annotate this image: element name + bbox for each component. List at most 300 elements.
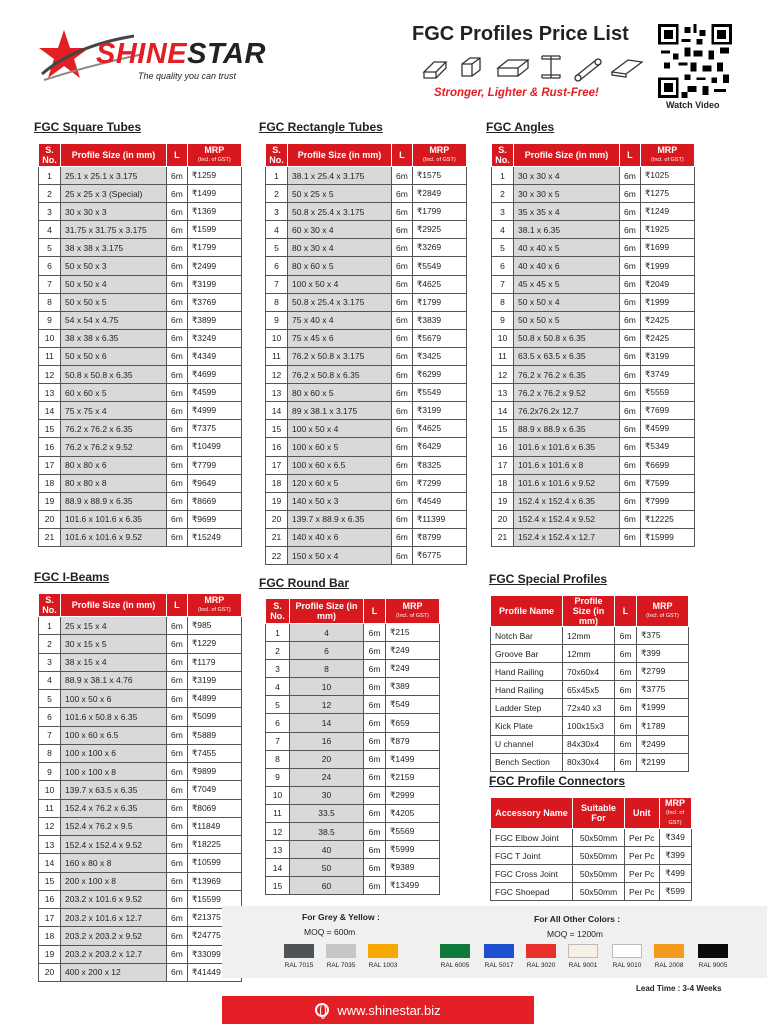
table-cell: ₹1799: [412, 293, 466, 311]
table-cell: Ladder Step: [491, 699, 563, 717]
column-header: L: [167, 144, 188, 167]
table-cell: 9: [39, 311, 61, 329]
table-cell: Bench Section: [491, 753, 563, 771]
table-row: [491, 753, 689, 771]
other-colors-moq: MOQ = 1200m: [547, 929, 603, 939]
table-row: [266, 528, 467, 546]
table-cell: ₹7049: [187, 781, 241, 799]
column-header: Profile Size (in mm): [288, 144, 392, 167]
table-cell: 6m: [167, 781, 188, 799]
table-header-row: [491, 798, 692, 829]
round-bar-icon: [575, 59, 601, 81]
table-cell: 5: [492, 239, 514, 257]
table-cell: 15: [492, 420, 514, 438]
table-row: [491, 645, 689, 663]
table-cell: 6m: [167, 311, 188, 329]
table-cell: 7: [39, 275, 61, 293]
table-cell: 6m: [392, 546, 413, 564]
footer-bar[interactable]: [222, 996, 534, 1024]
table-cell: ₹3839: [412, 311, 466, 329]
table-row: [266, 384, 467, 402]
table-cell: 21: [266, 528, 288, 546]
table-cell: 12: [266, 366, 288, 384]
table-header-row: [266, 144, 467, 167]
table-cell: 6m: [392, 167, 413, 185]
table-cell: 6m: [364, 696, 386, 714]
table-cell: 6m: [364, 786, 386, 804]
table-cell: 6m: [167, 492, 188, 510]
table-row: [266, 546, 467, 564]
table-cell: 11: [266, 347, 288, 365]
column-header: Profile Size (in mm): [61, 594, 167, 617]
table-cell: 6m: [620, 528, 641, 546]
table-row: [266, 257, 467, 275]
table-row: [266, 167, 467, 185]
table-cell: 18: [39, 474, 61, 492]
table-cell: ₹6429: [412, 438, 466, 456]
table-cell: 10: [492, 329, 514, 347]
table-cell: 6m: [620, 167, 641, 185]
table-row: [492, 185, 695, 203]
table-cell: 6m: [167, 744, 188, 762]
table-cell: 3: [39, 203, 61, 221]
table-row: [39, 909, 242, 927]
table-cell: 50: [290, 859, 364, 877]
table-cell: Per Pc: [625, 883, 660, 901]
table-cell: 25.1 x 25.1 x 3.175: [61, 167, 167, 185]
table-cell: 80 x 80 x 6: [61, 456, 167, 474]
table-row: [39, 275, 242, 293]
table-cell: 14: [290, 714, 364, 732]
table-cell: ₹5559: [640, 384, 694, 402]
table-row: [39, 474, 242, 492]
table-cell: 4: [39, 671, 61, 689]
table-cell: 6m: [167, 510, 188, 528]
table-cell: 30 x 15 x 5: [61, 635, 167, 653]
rectangle-tubes-table: [265, 143, 467, 565]
table-cell: ₹1499: [386, 750, 440, 768]
table-cell: 203.2 x 203.2 x 12.7: [61, 945, 167, 963]
table-cell: 10: [39, 781, 61, 799]
table-cell: 4: [266, 678, 290, 696]
table-cell: 21: [492, 528, 514, 546]
table-header-row: [39, 144, 242, 167]
table-cell: ₹8669: [187, 492, 241, 510]
table-cell: 30 x 30 x 4: [514, 167, 620, 185]
table-cell: 76.2x76.2x 12.7: [514, 402, 620, 420]
table-row: [492, 293, 695, 311]
table-cell: 13: [266, 384, 288, 402]
table-row: [266, 510, 467, 528]
table-cell: 6m: [615, 735, 637, 753]
table-cell: 40 x 40 x 5: [514, 239, 620, 257]
table-cell: ₹215: [386, 624, 440, 642]
table-cell: ₹1025: [640, 167, 694, 185]
table-cell: 6m: [615, 717, 637, 735]
watch-video-link[interactable]: Watch Video: [666, 100, 720, 110]
table-row: [492, 474, 695, 492]
table-cell: 6m: [392, 239, 413, 257]
table-cell: 54 x 54 x 4.75: [61, 311, 167, 329]
table-cell: 1: [39, 617, 61, 635]
table-cell: 14: [39, 854, 61, 872]
table-cell: ₹1999: [640, 257, 694, 275]
table-row: [266, 823, 440, 841]
table-row: [266, 877, 440, 895]
table-cell: 203.2 x 203.2 x 9.52: [61, 927, 167, 945]
table-cell: 76.2 x 76.2 x 9.52: [514, 384, 620, 402]
table-cell: ₹4699: [187, 366, 241, 384]
table-cell: 6m: [167, 456, 188, 474]
table-cell: 76.2 x 50.8 x 3.175: [288, 347, 392, 365]
table-cell: 7: [266, 275, 288, 293]
table-cell: ₹985: [187, 617, 241, 635]
table-cell: 19: [492, 492, 514, 510]
table-cell: 6m: [167, 890, 188, 908]
table-cell: 6m: [167, 438, 188, 456]
website-link[interactable]: www.shinestar.biz: [337, 1002, 441, 1018]
table-cell: 6m: [620, 257, 641, 275]
table-cell: ₹599: [659, 883, 691, 901]
table-cell: 6m: [615, 663, 637, 681]
table-cell: 6m: [167, 384, 188, 402]
table-cell: 6m: [620, 275, 641, 293]
table-cell: 6m: [364, 678, 386, 696]
table-cell: 17: [39, 456, 61, 474]
table-cell: ₹659: [386, 714, 440, 732]
table-cell: 9: [266, 768, 290, 786]
table-cell: 150 x 50 x 4: [288, 546, 392, 564]
table-row: [491, 883, 692, 901]
table-row: [492, 510, 695, 528]
table-row: [39, 239, 242, 257]
table-row: [39, 744, 242, 762]
table-cell: 8: [39, 744, 61, 762]
table-cell: 31.75 x 31.75 x 3.175: [61, 221, 167, 239]
table-cell: 140 x 50 x 3: [288, 492, 392, 510]
table-cell: 6m: [167, 763, 188, 781]
table-cell: 6m: [615, 681, 637, 699]
table-cell: ₹2849: [412, 185, 466, 203]
table-row: [266, 768, 440, 786]
table-cell: 6m: [167, 203, 188, 221]
table-row: [39, 617, 242, 635]
table-row: [266, 732, 440, 750]
table-cell: 17: [39, 909, 61, 927]
table-cell: ₹1599: [187, 221, 241, 239]
table-row: [266, 804, 440, 822]
table-cell: FGC T Joint: [491, 847, 573, 865]
color-swatch-label: RAL 6005: [440, 962, 470, 969]
table-cell: ₹7299: [412, 474, 466, 492]
table-row: [266, 841, 440, 859]
table-cell: 40: [290, 841, 364, 859]
table-cell: ₹3199: [412, 402, 466, 420]
table-cell: 6m: [392, 257, 413, 275]
table-row: [266, 329, 467, 347]
table-row: [266, 420, 467, 438]
table-cell: ₹249: [386, 660, 440, 678]
table-row: [39, 293, 242, 311]
table-cell: 84x30x4: [563, 735, 615, 753]
table-cell: 33.5: [290, 804, 364, 822]
table-cell: ₹1499: [187, 185, 241, 203]
table-cell: 20: [290, 750, 364, 768]
table-cell: FGC Shoepad: [491, 883, 573, 901]
table-cell: ₹2159: [386, 768, 440, 786]
table-cell: 50x50mm: [573, 829, 625, 847]
table-cell: 1: [266, 624, 290, 642]
table-cell: 11: [39, 347, 61, 365]
table-cell: ₹3769: [187, 293, 241, 311]
table-cell: 6m: [615, 627, 637, 645]
table-cell: 152.4 x 76.2 x 9.5: [61, 817, 167, 835]
table-cell: 22: [266, 546, 288, 564]
qr-code[interactable]: [658, 24, 732, 98]
table-row: [266, 456, 467, 474]
table-cell: 6m: [620, 420, 641, 438]
table-row: [492, 366, 695, 384]
round-bar-table: [265, 598, 440, 895]
table-cell: ₹249: [386, 642, 440, 660]
table-cell: 6m: [620, 402, 641, 420]
table-cell: 200 x 100 x 8: [61, 872, 167, 890]
column-header: S. No.: [492, 144, 514, 167]
table-cell: 6m: [364, 804, 386, 822]
special-profiles-title: FGC Special Profiles: [489, 572, 608, 586]
table-cell: 1: [492, 167, 514, 185]
table-cell: ₹375: [637, 627, 689, 645]
table-cell: 19: [266, 492, 288, 510]
table-cell: ₹6775: [412, 546, 466, 564]
table-row: [39, 402, 242, 420]
table-cell: ₹4599: [640, 420, 694, 438]
table-cell: 14: [266, 859, 290, 877]
table-cell: 12mm: [563, 645, 615, 663]
table-cell: 4: [39, 221, 61, 239]
table-cell: 50 x 50 x 6: [61, 347, 167, 365]
column-header: Profile Name: [491, 596, 563, 627]
i-beams-table: [38, 593, 242, 982]
table-cell: 13: [492, 384, 514, 402]
table-row: [266, 492, 467, 510]
table-cell: FGC Elbow Joint: [491, 829, 573, 847]
table-row: [266, 750, 440, 768]
table-cell: 6m: [392, 492, 413, 510]
column-header: Suitable For: [573, 798, 625, 829]
color-swatch: [698, 944, 728, 958]
table-cell: 20: [266, 510, 288, 528]
table-cell: 152.4 x 76.2 x 6.35: [61, 799, 167, 817]
column-header: MRP (Incl. of GST): [412, 144, 466, 167]
table-cell: 76.2 x 76.2 x 6.35: [514, 366, 620, 384]
table-cell: 17: [492, 456, 514, 474]
table-row: [492, 257, 695, 275]
table-row: [39, 726, 242, 744]
table-cell: ₹3199: [640, 347, 694, 365]
table-cell: 101.6 x 101.6 x 6.35: [514, 438, 620, 456]
table-cell: 50x50mm: [573, 847, 625, 865]
table-row: [266, 624, 440, 642]
table-cell: 152.4 x 152.4 x 9.52: [514, 510, 620, 528]
table-cell: 101.6 x 50.8 x 6.35: [61, 708, 167, 726]
table-cell: 152.4 x 152.4 x 12.7: [514, 528, 620, 546]
table-cell: 15: [266, 877, 290, 895]
table-cell: 35 x 35 x 4: [514, 203, 620, 221]
table-cell: ₹399: [659, 847, 691, 865]
table-cell: 6m: [364, 841, 386, 859]
table-cell: 10: [266, 786, 290, 804]
table-row: [491, 847, 692, 865]
table-cell: 2: [266, 185, 288, 203]
table-cell: 6m: [364, 642, 386, 660]
table-cell: 140 x 40 x 6: [288, 528, 392, 546]
table-cell: 100 x 100 x 8: [61, 763, 167, 781]
table-cell: ₹7455: [187, 744, 241, 762]
i-beams-title: FGC I-Beams: [34, 570, 110, 584]
table-cell: ₹389: [386, 678, 440, 696]
table-cell: 8: [39, 293, 61, 311]
cube-icon: [462, 58, 480, 76]
table-row: [492, 329, 695, 347]
table-cell: 6m: [620, 384, 641, 402]
table-cell: 6m: [620, 347, 641, 365]
table-cell: 6m: [167, 817, 188, 835]
table-cell: ₹6299: [412, 366, 466, 384]
table-cell: 6m: [620, 492, 641, 510]
table-cell: 6m: [167, 799, 188, 817]
column-header: S. No.: [39, 144, 61, 167]
table-row: [39, 945, 242, 963]
table-cell: 6m: [364, 750, 386, 768]
table-cell: 5: [39, 239, 61, 257]
table-cell: ₹3269: [412, 239, 466, 257]
table-cell: 6m: [364, 823, 386, 841]
table-cell: ₹11399: [412, 510, 466, 528]
table-cell: 6m: [364, 732, 386, 750]
globe-icon: [315, 1003, 329, 1017]
column-header: L: [615, 596, 637, 627]
table-cell: 6m: [392, 221, 413, 239]
table-cell: ₹9389: [386, 859, 440, 877]
table-cell: ₹5349: [640, 438, 694, 456]
table-cell: ₹3199: [187, 275, 241, 293]
table-cell: 3: [39, 653, 61, 671]
table-cell: 1: [266, 167, 288, 185]
table-cell: 5: [266, 239, 288, 257]
table-row: [266, 714, 440, 732]
table-cell: ₹8325: [412, 456, 466, 474]
table-cell: ₹1179: [187, 653, 241, 671]
table-cell: 30: [290, 786, 364, 804]
table-row: [39, 185, 242, 203]
table-cell: 6m: [167, 708, 188, 726]
table-cell: 139.7 x 63.5 x 6.35: [61, 781, 167, 799]
table-cell: Per Pc: [625, 865, 660, 883]
column-header: Profile Size (in mm): [563, 596, 615, 627]
table-cell: 6m: [392, 366, 413, 384]
table-cell: Kick Plate: [491, 717, 563, 735]
table-cell: 6m: [392, 311, 413, 329]
table-row: [39, 311, 242, 329]
table-row: [266, 678, 440, 696]
table-cell: 25 x 25 x 3 (Special): [61, 185, 167, 203]
table-cell: 6m: [615, 645, 637, 663]
square-tube-icon: [424, 62, 446, 78]
table-cell: 24: [290, 768, 364, 786]
table-cell: 72x40 x3: [563, 699, 615, 717]
table-cell: 400 x 200 x 12: [61, 963, 167, 981]
table-header-row: [491, 596, 689, 627]
table-cell: ₹5549: [412, 257, 466, 275]
table-cell: 14: [492, 402, 514, 420]
table-cell: 6m: [620, 293, 641, 311]
table-cell: 6: [492, 257, 514, 275]
table-cell: 2: [266, 642, 290, 660]
table-cell: ₹10599: [187, 854, 241, 872]
table-cell: ₹7699: [640, 402, 694, 420]
table-cell: 38 x 15 x 4: [61, 653, 167, 671]
table-cell: 6m: [167, 167, 188, 185]
table-cell: ₹15999: [640, 528, 694, 546]
square-tubes-table: [38, 143, 242, 547]
table-cell: 8: [290, 660, 364, 678]
table-cell: 80 x 80 x 8: [61, 474, 167, 492]
table-cell: 6m: [167, 275, 188, 293]
table-row: [492, 239, 695, 257]
table-cell: 6: [266, 714, 290, 732]
table-cell: 50 x 50 x 3: [61, 257, 167, 275]
table-cell: ₹5099: [187, 708, 241, 726]
table-row: [492, 528, 695, 546]
table-cell: ₹4549: [412, 492, 466, 510]
table-cell: ₹7999: [640, 492, 694, 510]
table-cell: 6m: [620, 329, 641, 347]
table-cell: 50 x 50 x 5: [514, 311, 620, 329]
table-cell: 152.4 x 152.4 x 9.52: [61, 836, 167, 854]
table-cell: 6m: [167, 963, 188, 981]
table-cell: 6m: [620, 239, 641, 257]
table-cell: 12: [39, 366, 61, 384]
table-cell: 6m: [392, 528, 413, 546]
table-cell: 8: [492, 293, 514, 311]
table-cell: 16: [290, 732, 364, 750]
table-cell: 5: [39, 690, 61, 708]
color-swatch-label: RAL 1003: [368, 962, 398, 969]
table-row: [266, 239, 467, 257]
table-cell: ₹3199: [187, 671, 241, 689]
table-cell: ₹9899: [187, 763, 241, 781]
table-cell: ₹1789: [637, 717, 689, 735]
table-row: [492, 221, 695, 239]
table-cell: ₹13499: [386, 877, 440, 895]
table-row: [266, 347, 467, 365]
table-cell: ₹7375: [187, 420, 241, 438]
column-header: L: [392, 144, 413, 167]
column-header: MRP (Incl. of GST): [386, 599, 440, 624]
table-cell: ₹11849: [187, 817, 241, 835]
table-cell: 10: [290, 678, 364, 696]
table-cell: ₹4599: [187, 384, 241, 402]
table-cell: ₹13969: [187, 872, 241, 890]
table-cell: 6m: [167, 474, 188, 492]
table-cell: 6m: [615, 699, 637, 717]
table-cell: 6m: [167, 293, 188, 311]
table-cell: 6m: [392, 438, 413, 456]
table-cell: 50.8 x 25.4 x 3.175: [288, 203, 392, 221]
color-swatch-label: RAL 7035: [326, 962, 356, 969]
table-cell: 6m: [392, 420, 413, 438]
